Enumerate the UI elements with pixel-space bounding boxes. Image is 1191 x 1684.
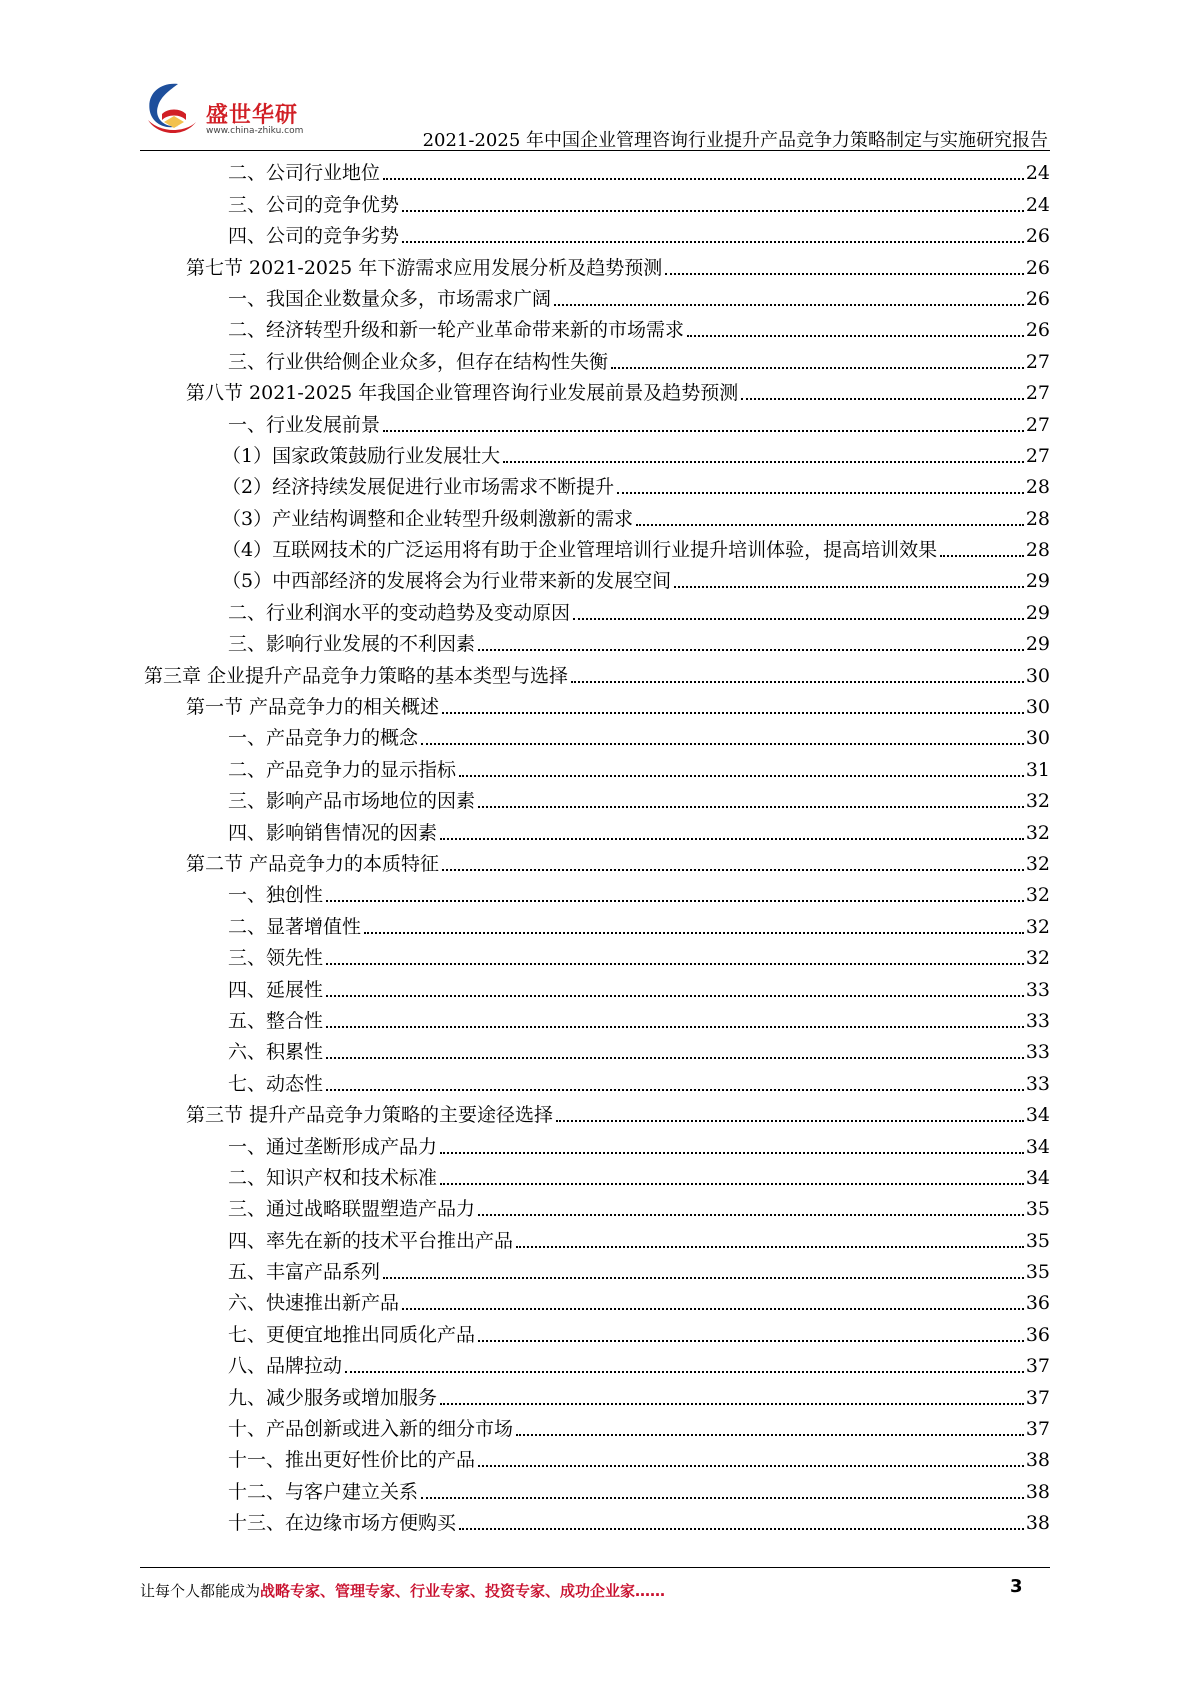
toc-entry-page: 38 xyxy=(1025,1449,1050,1472)
toc-entry[interactable] xyxy=(140,1508,1050,1539)
toc-entry-title: 三、影响行业发展的不利因素 xyxy=(228,633,476,656)
toc-entry-title: 十、产品创新或进入新的细分市场 xyxy=(228,1418,514,1441)
toc-entry-page: 33 xyxy=(1025,1041,1050,1064)
toc-entry[interactable] xyxy=(140,1068,1050,1099)
toc-entry-title: 三、影响产品市场地位的因素 xyxy=(228,790,476,813)
toc-entry-title: 第一节 产品竞争力的相关概述 xyxy=(186,696,440,719)
toc-entry-page: 36 xyxy=(1025,1323,1050,1346)
toc-entry[interactable] xyxy=(140,252,1050,283)
toc-entry[interactable] xyxy=(140,472,1050,503)
toc-entry[interactable] xyxy=(140,1037,1050,1068)
dot-leader xyxy=(383,177,1024,180)
dot-leader xyxy=(440,1151,1024,1154)
toc-entry-page: 26 xyxy=(1025,287,1050,310)
toc-entry-page: 27 xyxy=(1025,382,1050,405)
toc-entry[interactable] xyxy=(140,1382,1050,1413)
toc-entry-page: 35 xyxy=(1025,1261,1050,1284)
toc-entry[interactable] xyxy=(140,284,1050,315)
toc-entry-page: 26 xyxy=(1025,225,1050,248)
toc-entry-page: 31 xyxy=(1025,758,1050,781)
dot-leader xyxy=(383,1276,1024,1279)
toc-entry-title: 三、领先性 xyxy=(228,947,324,970)
dot-leader xyxy=(478,648,1024,651)
toc-entry-title: 二、经济转型升级和新一轮产业革命带来新的市场需求 xyxy=(228,319,685,342)
toc-entry[interactable] xyxy=(140,1288,1050,1319)
toc-entry[interactable] xyxy=(140,692,1050,723)
dot-leader xyxy=(554,303,1024,306)
toc-entry-page: 26 xyxy=(1025,319,1050,342)
dot-leader xyxy=(556,1119,1024,1122)
toc-entry-title: 三、通过战略联盟塑造产品力 xyxy=(228,1198,476,1221)
dot-leader xyxy=(364,931,1024,934)
toc-entry-page: 28 xyxy=(1025,507,1050,530)
dot-leader xyxy=(516,1433,1024,1436)
toc-entry-title: 八、品牌拉动 xyxy=(228,1355,343,1378)
toc-entry-title: 四、率先在新的技术平台推出产品 xyxy=(228,1229,514,1252)
dot-leader xyxy=(442,868,1024,871)
dot-leader xyxy=(687,334,1024,337)
dot-leader xyxy=(402,209,1024,212)
header-divider xyxy=(140,150,1050,151)
dot-leader xyxy=(503,460,1024,463)
toc-entry[interactable] xyxy=(140,1225,1050,1256)
toc-entry[interactable] xyxy=(140,378,1050,409)
toc-entry-page: 28 xyxy=(1025,476,1050,499)
toc-entry[interactable] xyxy=(140,409,1050,440)
toc-entry-title: 十二、与客户建立关系 xyxy=(228,1480,419,1503)
toc-entry-title: 一、通过垄断形成产品力 xyxy=(228,1135,438,1158)
dot-leader xyxy=(326,1088,1024,1091)
toc-entry-page: 37 xyxy=(1025,1355,1050,1378)
footer-slogan-prefix: 让每个人都能成为 xyxy=(140,1582,261,1600)
dot-leader xyxy=(421,742,1024,745)
toc-entry-page: 37 xyxy=(1025,1418,1050,1441)
dot-leader xyxy=(326,962,1024,965)
toc-entry[interactable] xyxy=(140,221,1050,252)
dot-leader xyxy=(326,1025,1024,1028)
logo-name: 盛世华研 xyxy=(206,103,299,128)
toc-entry-title: 一、行业发展前景 xyxy=(228,413,381,436)
dot-leader xyxy=(674,585,1024,588)
toc-entry-title: 第二节 产品竞争力的本质特征 xyxy=(186,852,440,875)
toc-entry-title: （5）中西部经济的发展将会为行业带来新的发展空间 xyxy=(222,570,672,593)
dot-leader xyxy=(665,272,1024,275)
dot-leader xyxy=(440,1402,1024,1405)
dot-leader xyxy=(478,1339,1024,1342)
dot-leader xyxy=(383,429,1024,432)
dot-leader xyxy=(478,1464,1024,1467)
toc-entry-title: 二、产品竞争力的显示指标 xyxy=(228,758,457,781)
toc-entry-page: 35 xyxy=(1025,1198,1050,1221)
dot-leader xyxy=(617,491,1024,494)
dot-leader xyxy=(478,1213,1024,1216)
toc-entry[interactable] xyxy=(140,346,1050,377)
toc-entry-title: （3）产业结构调整和企业转型升级刺激新的需求 xyxy=(222,507,634,530)
company-logo xyxy=(140,78,310,144)
table-of-contents xyxy=(140,158,1050,1539)
toc-entry[interactable] xyxy=(140,1476,1050,1507)
toc-entry[interactable] xyxy=(140,597,1050,628)
toc-entry-page: 38 xyxy=(1025,1480,1050,1503)
toc-entry[interactable] xyxy=(140,974,1050,1005)
footer-slogan xyxy=(140,1580,665,1601)
toc-entry-title: 九、减少服务或增加服务 xyxy=(228,1386,438,1409)
toc-entry[interactable] xyxy=(140,1163,1050,1194)
toc-entry-page: 36 xyxy=(1025,1292,1050,1315)
dot-leader xyxy=(442,711,1024,714)
dot-leader xyxy=(421,1496,1024,1499)
toc-entry[interactable] xyxy=(140,1445,1050,1476)
dot-leader xyxy=(326,994,1024,997)
dot-leader xyxy=(611,366,1024,369)
dot-leader xyxy=(402,1307,1024,1310)
toc-entry-title: （1）国家政策鼓励行业发展壮大 xyxy=(222,444,501,467)
dot-leader xyxy=(345,1370,1024,1373)
toc-entry-page: 27 xyxy=(1025,350,1050,373)
toc-entry-page: 34 xyxy=(1025,1135,1050,1158)
toc-entry-page: 32 xyxy=(1025,915,1050,938)
toc-entry-page: 30 xyxy=(1025,664,1050,687)
toc-entry-page: 32 xyxy=(1025,884,1050,907)
toc-entry[interactable] xyxy=(140,1414,1050,1445)
toc-entry-title: 四、影响销售情况的因素 xyxy=(228,821,438,844)
toc-entry[interactable] xyxy=(140,535,1050,566)
dot-leader xyxy=(326,1056,1024,1059)
toc-entry-page: 33 xyxy=(1025,1009,1050,1032)
toc-entry-page: 35 xyxy=(1025,1229,1050,1252)
toc-entry[interactable] xyxy=(140,1319,1050,1350)
toc-entry-page: 32 xyxy=(1025,790,1050,813)
logo-mark-icon xyxy=(140,78,206,144)
toc-entry-title: 七、动态性 xyxy=(228,1072,324,1095)
toc-entry-title: 二、行业利润水平的变动趋势及变动原因 xyxy=(228,601,571,624)
dot-leader xyxy=(573,617,1024,620)
footer-slogan-highlight: 战略专家、管理专家、行业专家、投资专家、成功企业家…… xyxy=(260,1582,666,1600)
toc-entry[interactable] xyxy=(140,1100,1050,1131)
toc-entry-title: 二、知识产权和技术标准 xyxy=(228,1166,438,1189)
toc-entry[interactable] xyxy=(140,943,1050,974)
toc-entry-page: 27 xyxy=(1025,444,1050,467)
toc-entry-page: 34 xyxy=(1025,1104,1050,1127)
toc-entry-page: 30 xyxy=(1025,696,1050,719)
toc-entry[interactable] xyxy=(140,1131,1050,1162)
toc-entry-title: 二、显著增值性 xyxy=(228,915,362,938)
toc-entry-page: 29 xyxy=(1025,570,1050,593)
toc-entry-page: 34 xyxy=(1025,1166,1050,1189)
toc-entry-page: 32 xyxy=(1025,852,1050,875)
page-number: 3 xyxy=(1010,1576,1023,1597)
toc-entry-page: 37 xyxy=(1025,1386,1050,1409)
toc-entry-title: （4）互联网技术的广泛运用将有助于企业管理培训行业提升培训体验，提高培训效果 xyxy=(222,539,938,562)
toc-entry-page: 26 xyxy=(1025,256,1050,279)
dot-leader xyxy=(478,805,1024,808)
toc-entry-page: 28 xyxy=(1025,539,1050,562)
report-title: 2021-2025 年中国企业管理咨询行业提升产品竞争力策略制定与实施研究报告 xyxy=(422,130,1048,151)
toc-entry-title: 五、整合性 xyxy=(228,1009,324,1032)
dot-leader xyxy=(440,837,1024,840)
toc-entry[interactable] xyxy=(140,786,1050,817)
toc-entry[interactable] xyxy=(140,1194,1050,1225)
toc-entry-page: 27 xyxy=(1025,413,1050,436)
logo-url: www.china-zhiku.com xyxy=(206,126,304,136)
toc-entry-page: 32 xyxy=(1025,947,1050,970)
toc-entry-title: 第三章 企业提升产品竞争力策略的基本类型与选择 xyxy=(144,664,569,687)
toc-entry-title: 六、积累性 xyxy=(228,1041,324,1064)
toc-entry-page: 38 xyxy=(1025,1512,1050,1535)
toc-entry[interactable] xyxy=(140,1257,1050,1288)
toc-entry[interactable] xyxy=(140,911,1050,942)
toc-entry-title: 一、独创性 xyxy=(228,884,324,907)
dot-leader xyxy=(516,1245,1024,1248)
toc-entry[interactable] xyxy=(140,849,1050,880)
toc-entry[interactable] xyxy=(140,660,1050,691)
dot-leader xyxy=(459,774,1024,777)
toc-entry[interactable] xyxy=(140,880,1050,911)
toc-entry-title: 五、丰富产品系列 xyxy=(228,1261,381,1284)
page-header xyxy=(140,78,1050,150)
dot-leader xyxy=(459,1527,1024,1530)
toc-entry-title: 四、公司的竞争劣势 xyxy=(228,225,400,248)
toc-entry[interactable] xyxy=(140,566,1050,597)
toc-entry-title: 第七节 2021-2025 年下游需求应用发展分析及趋势预测 xyxy=(186,256,663,279)
toc-entry[interactable] xyxy=(140,1351,1050,1382)
toc-entry-title: 一、产品竞争力的概念 xyxy=(228,727,419,750)
toc-entry[interactable] xyxy=(140,503,1050,534)
toc-entry-title: 十一、推出更好性价比的产品 xyxy=(228,1449,476,1472)
toc-entry[interactable] xyxy=(140,723,1050,754)
toc-entry-page: 30 xyxy=(1025,727,1050,750)
toc-entry[interactable] xyxy=(140,315,1050,346)
toc-entry-title: （2）经济持续发展促进行业市场需求不断提升 xyxy=(222,476,615,499)
footer-divider xyxy=(140,1567,1050,1568)
toc-entry[interactable] xyxy=(140,189,1050,220)
toc-entry-title: 四、延展性 xyxy=(228,978,324,1001)
toc-entry-page: 29 xyxy=(1025,601,1050,624)
dot-leader xyxy=(636,523,1024,526)
toc-entry[interactable] xyxy=(140,817,1050,848)
dot-leader xyxy=(440,1182,1024,1185)
toc-entry-title: 三、行业供给侧企业众多，但存在结构性失衡 xyxy=(228,350,609,373)
toc-entry-title: 第三节 提升产品竞争力策略的主要途径选择 xyxy=(186,1104,554,1127)
dot-leader xyxy=(940,554,1024,557)
toc-entry[interactable] xyxy=(140,441,1050,472)
dot-leader xyxy=(571,680,1024,683)
toc-entry-page: 32 xyxy=(1025,821,1050,844)
toc-entry-title: 七、更便宜地推出同质化产品 xyxy=(228,1323,476,1346)
dot-leader xyxy=(741,397,1024,400)
toc-entry[interactable] xyxy=(140,629,1050,660)
toc-entry-page: 33 xyxy=(1025,1072,1050,1095)
toc-entry-title: 十三、在边缘市场方便购买 xyxy=(228,1512,457,1535)
toc-entry[interactable] xyxy=(140,1006,1050,1037)
toc-entry[interactable] xyxy=(140,158,1050,189)
toc-entry-title: 六、快速推出新产品 xyxy=(228,1292,400,1315)
toc-entry-page: 24 xyxy=(1025,162,1050,185)
toc-entry[interactable] xyxy=(140,754,1050,785)
toc-entry-title: 一、我国企业数量众多，市场需求广阔 xyxy=(228,287,552,310)
dot-leader xyxy=(402,240,1024,243)
toc-entry-title: 第八节 2021-2025 年我国企业管理咨询行业发展前景及趋势预测 xyxy=(186,382,739,405)
dot-leader xyxy=(326,899,1024,902)
toc-entry-page: 24 xyxy=(1025,193,1050,216)
toc-entry-title: 二、公司行业地位 xyxy=(228,162,381,185)
toc-entry-page: 29 xyxy=(1025,633,1050,656)
toc-entry-title: 三、公司的竞争优势 xyxy=(228,193,400,216)
toc-entry-page: 33 xyxy=(1025,978,1050,1001)
